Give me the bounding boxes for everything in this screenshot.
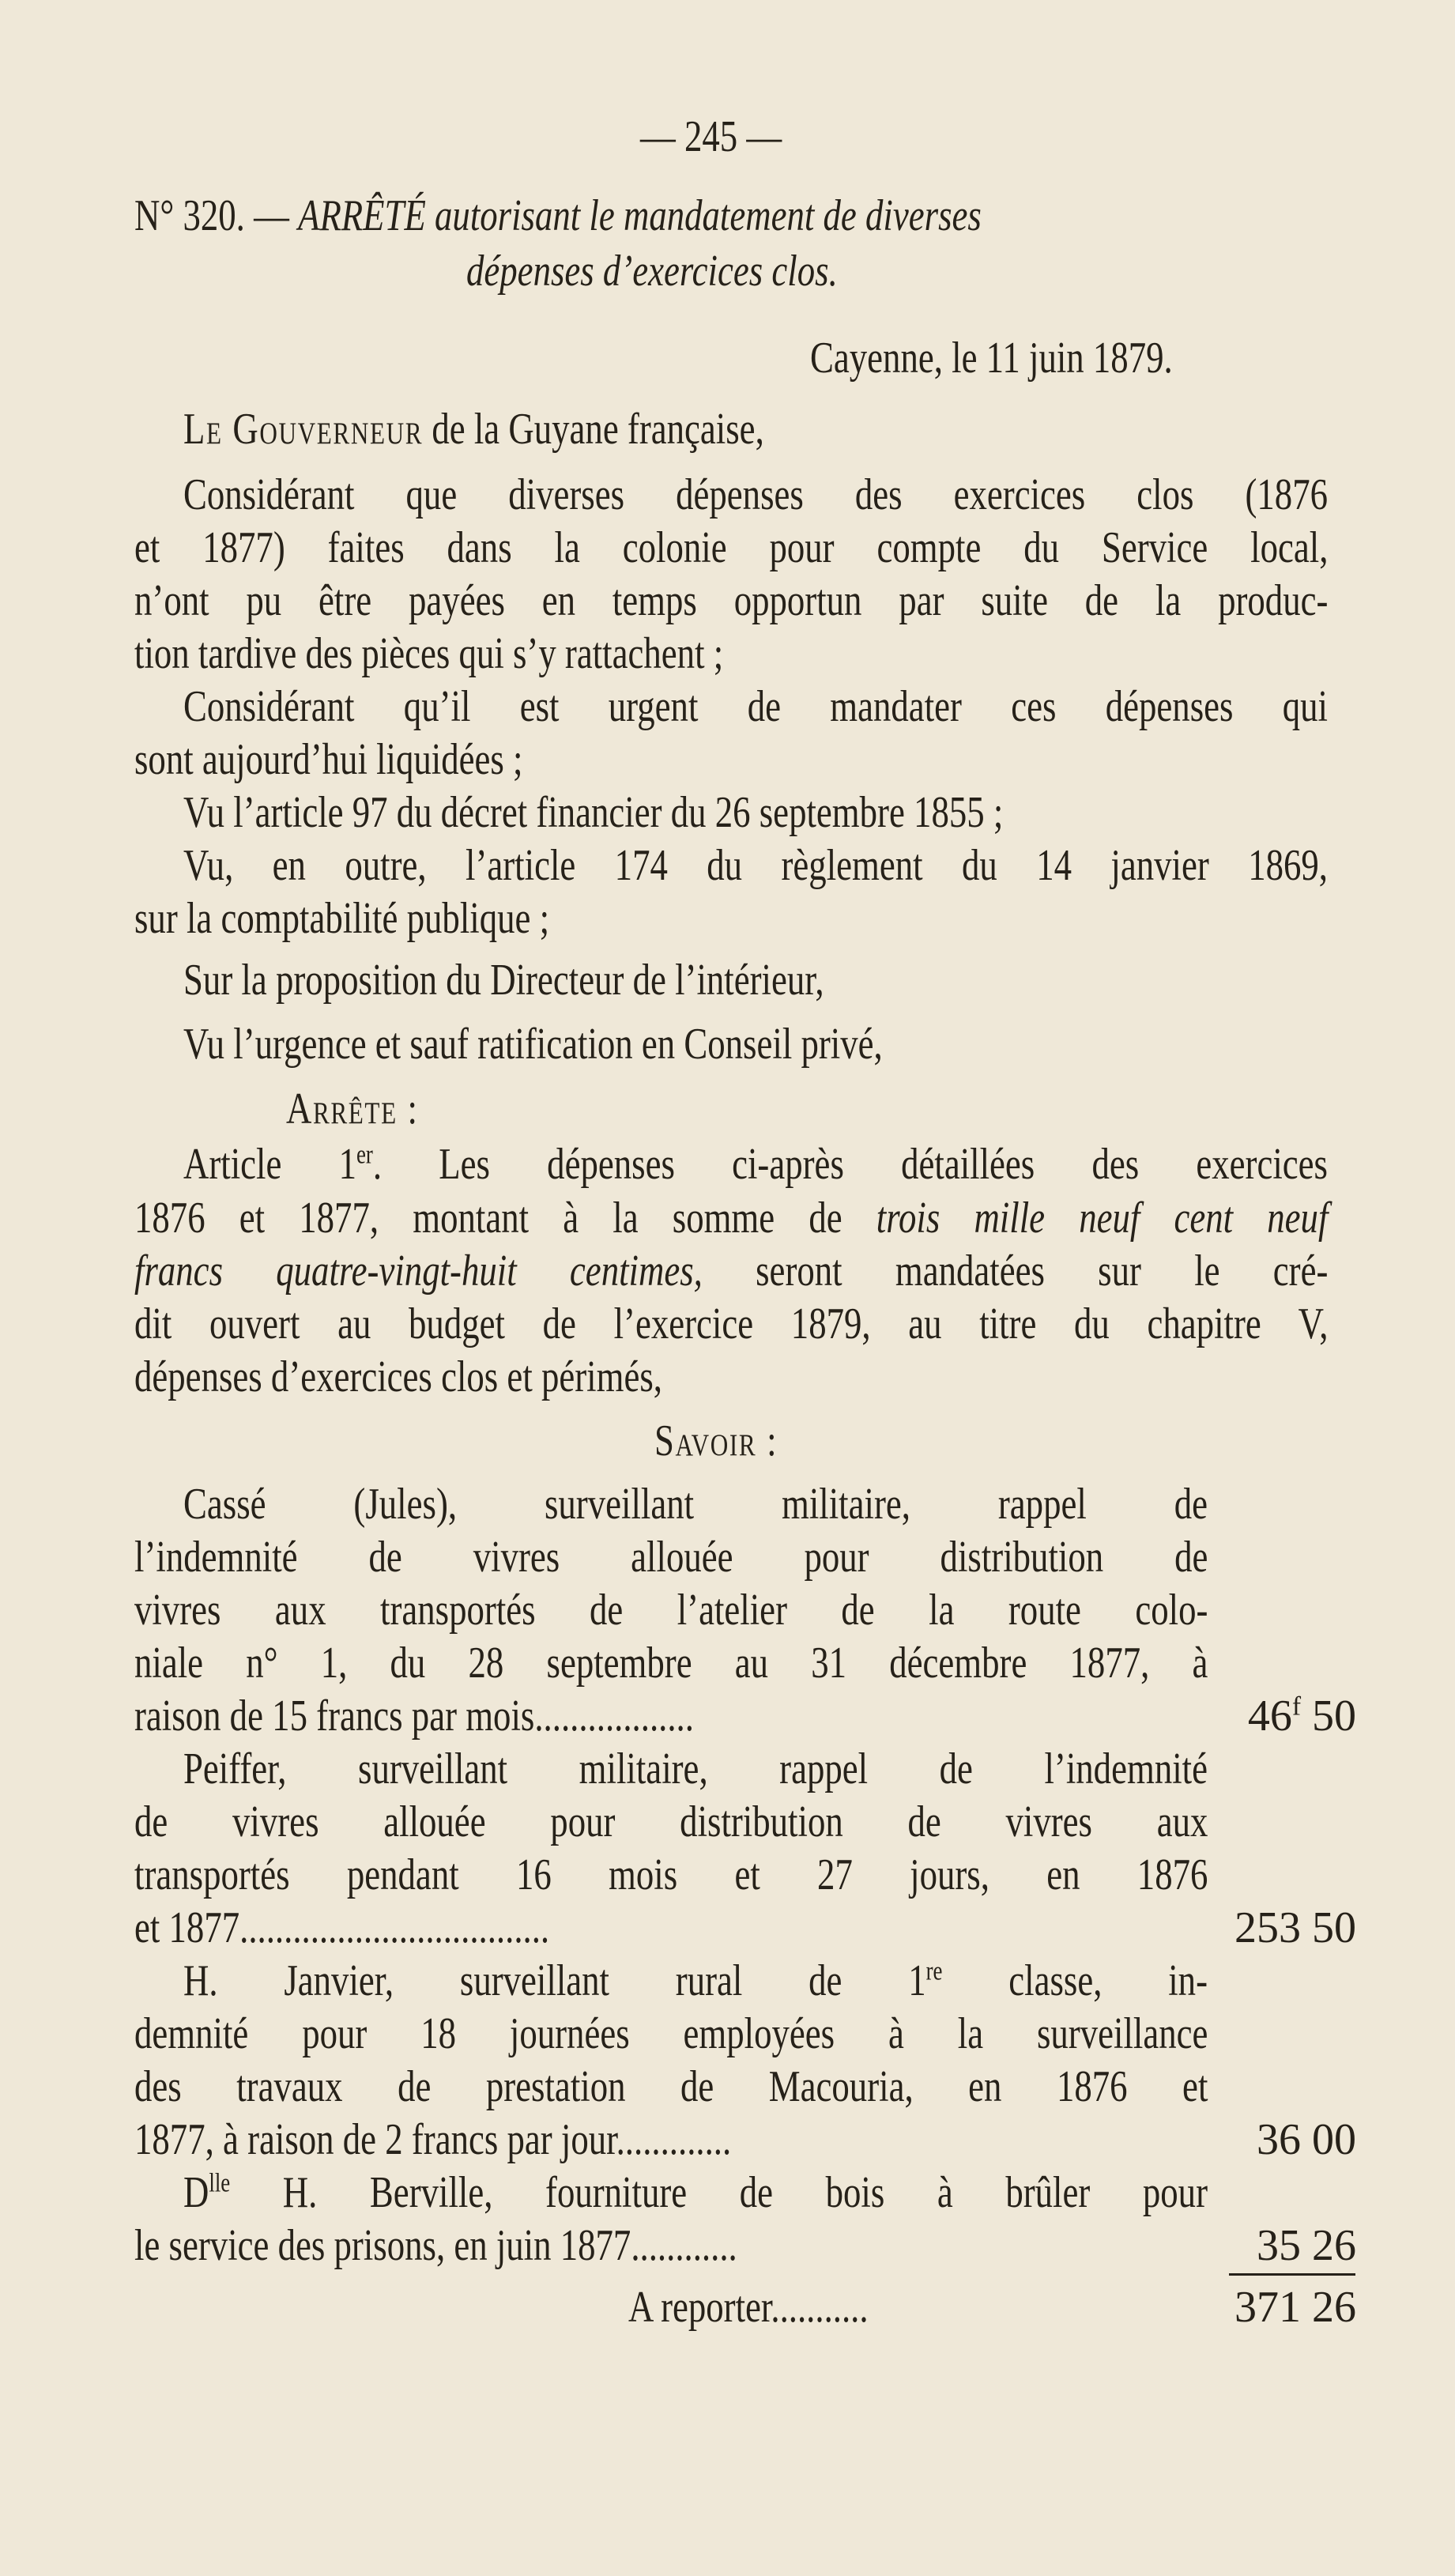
considerant-line: Considérant que diverses dépenses des exercices clos (1876 xyxy=(183,470,1328,519)
decree-title: ARRÊTÉ autorisant le mandatement de diverses xyxy=(298,191,982,240)
date-line: Cayenne, le 11 juin 1879. xyxy=(810,334,1173,383)
entry-line: l’indemnité de vivres allouée pour distribution de xyxy=(134,1533,1208,1582)
article-line: dit ouvert au budget de l’exercice 1879, au titre du chapitre V, xyxy=(134,1299,1329,1348)
considerant-line: Sur la proposition du Directeur de l’intérieur, xyxy=(183,956,824,1005)
arrete-heading: Arrête : xyxy=(286,1084,419,1133)
entry-amount: 253 50 xyxy=(1234,1903,1356,1952)
considerant-line: Considérant qu’il est urgent de mandater ces dépenses qui xyxy=(183,682,1328,731)
considerant-line: n’ont pu être payées en temps opportun par suite de la produc- xyxy=(134,576,1329,625)
entry-line: et 1877................................... xyxy=(134,1903,550,1952)
carry-forward-label: A reporter........... xyxy=(628,2283,869,2332)
entry-line: Peiffer, surveillant militaire, rappel de l’indemnité xyxy=(183,1744,1208,1793)
article-line: Article 1er. Les dépenses ci-après détaillées des exercices xyxy=(183,1140,1328,1189)
entry-line: le service des prisons, en juin 1877............ xyxy=(134,2221,737,2270)
entry-line: vivres aux transportés de l’atelier de la route colo- xyxy=(134,1586,1208,1635)
entry-line: de vivres allouée pour distribution de vivres aux xyxy=(134,1797,1208,1846)
carry-forward-amount: 371 26 xyxy=(1234,2283,1356,2332)
governor-rest: de la Guyane française, xyxy=(423,405,764,454)
entry-line: raison de 15 francs par mois.................. xyxy=(134,1692,694,1741)
considerant-line: tion tardive des pièces qui s’y rattachent ; xyxy=(134,629,724,678)
entry-line: $D^{lle}$ H. Berville, fourniture de bois à brûler pour xyxy=(183,2168,1208,2217)
entry-line: demnité pour 18 journées employées à la surveillance xyxy=(134,2009,1208,2058)
decree-title-line-1 xyxy=(134,190,1090,242)
entry-amount: 35 26 xyxy=(1257,2221,1356,2270)
page-number: — 245 — xyxy=(640,112,782,161)
savoir-heading: Savoir : xyxy=(654,1416,778,1465)
entry-line: des travaux de prestation de Macouria, en 1876 et xyxy=(134,2062,1208,2111)
considerant-line: Vu l’urgence et sauf ratification en Conseil privé, xyxy=(183,1020,883,1069)
entry-line: transportés pendant 16 mois et 27 jours, en 1876 xyxy=(134,1850,1208,1899)
entry-amount: 46$^f$ 50 xyxy=(1247,1692,1356,1741)
entry-amount: 36 00 xyxy=(1257,2115,1356,2164)
total-rule xyxy=(1229,2273,1355,2276)
article-line: francs quatre-vingt-huit centimes, seront mandatées sur le cré- xyxy=(134,1247,1329,1296)
considerant-line: Vu, en outre, l’article 174 du règlement du 14 janvier 1869, xyxy=(183,841,1328,890)
article-line: 1876 et 1877, montant à la somme de trois mille neuf cent neuf xyxy=(134,1194,1329,1243)
considerant-line: et 1877) faites dans la colonie pour compte du Service local, xyxy=(134,523,1329,572)
governor-line xyxy=(183,403,1139,455)
decree-title-line-2: dépenses d’exercices clos. xyxy=(466,247,838,296)
article-line: dépenses d’exercices clos et périmés, xyxy=(134,1352,662,1401)
entry-line: 1877, à raison de 2 francs par jour............. xyxy=(134,2115,732,2164)
considerant-line: Vu l’article 97 du décret financier du 26 septembre 1855 ; xyxy=(183,788,1004,837)
considerant-line: sur la comptabilité publique ; xyxy=(134,894,550,943)
entry-line: H. Janvier, surveillant rural de 1re classe, in- xyxy=(183,1956,1208,2005)
entry-line: niale n° 1, du 28 septembre au 31 décembre 1877, à xyxy=(134,1639,1208,1688)
considerant-line: sont aujourd’hui liquidées ; xyxy=(134,735,523,784)
entry-line: Cassé (Jules), surveillant militaire, rappel de xyxy=(183,1480,1208,1529)
decree-number: N° 320. — xyxy=(134,191,299,240)
governor-title: Le Gouverneur xyxy=(183,405,424,454)
